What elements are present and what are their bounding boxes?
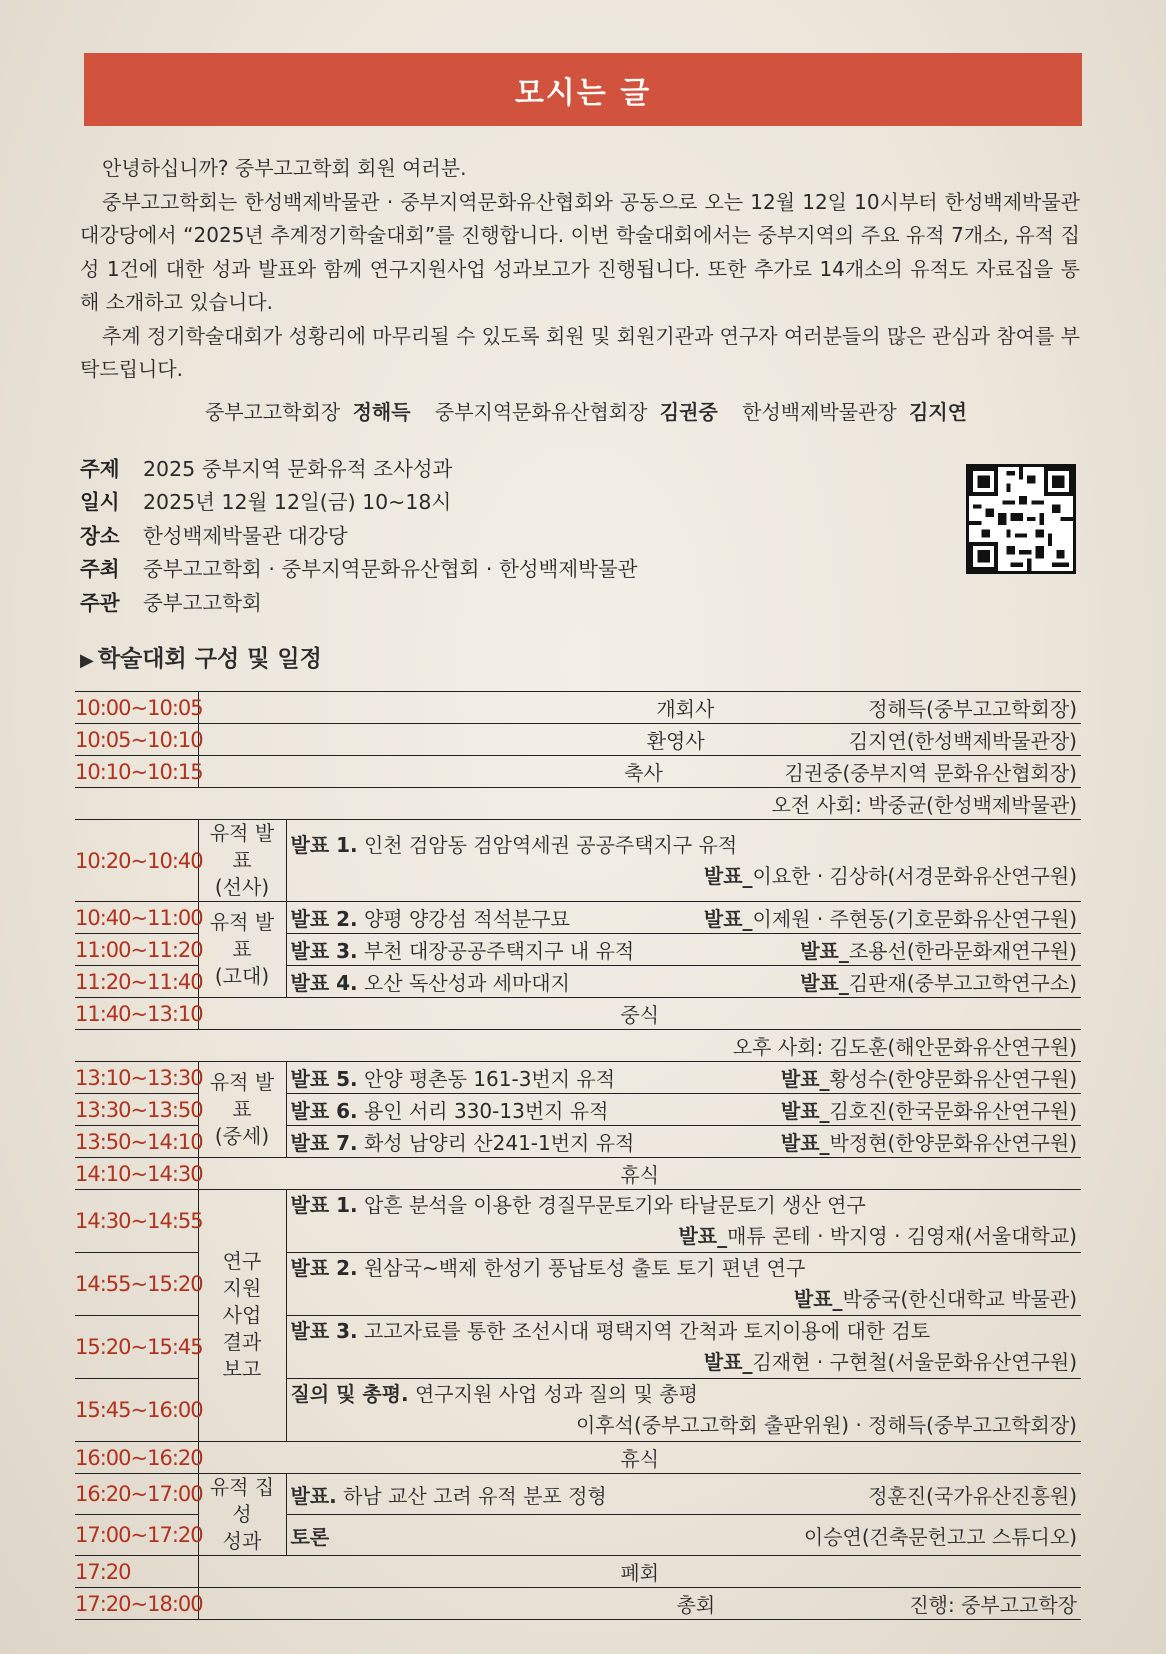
table-row: 17:20 폐회 bbox=[75, 1556, 1081, 1588]
table-row: 15:45~16:00 질의 및 총평. 연구지원 사업 성과 질의 및 총평 이후석(중부고고학회 출판위원) · 정해득(중부고고학회장) bbox=[75, 1379, 1081, 1442]
signer: 중부고고학회장 정해득 bbox=[204, 400, 411, 424]
table-row: 13:10~13:30 유적 발표 (중세) 발표 5. 안양 평촌동 161-3번지 유적 발표_황성수(한양문화유산연구원) bbox=[75, 1062, 1081, 1094]
table-row: 17:00~17:20 토론 이승연(건축문헌고고 스튜디오) bbox=[75, 1515, 1081, 1556]
table-row: 15:20~15:45 발표 3. 고고자료를 통한 조선시대 평택지역 간척과 토지이용에 대한 검토 발표_김재현 · 구현철(서울문화유산연구원) bbox=[75, 1316, 1081, 1379]
info-row: 장소 한성백제박물관 대강당 bbox=[80, 523, 348, 548]
table-row: 17:20~18:00 총회 진행: 중부고고학장 bbox=[75, 1588, 1081, 1620]
table-row: 11:00~11:20 발표 3. 부천 대장공공주택지구 내 유적 발표_조용선(한라문화재연구원) bbox=[75, 934, 1081, 966]
table-row: 14:30~14:55 연구 지원 사업 결과 보고 발표 1. 압흔 분석을 이용한 경질무문토기와 타날문토기 생산 연구 발표_매튜 콘테 · 박지영 · 김영재(서울대학교) bbox=[75, 1190, 1081, 1253]
table-row: 오후 사회: 김도훈(해안문화유산연구원) bbox=[75, 1030, 1081, 1062]
table-row: 13:50~14:10 발표 7. 화성 남양리 산241-1번지 유적 발표_박정현(한양문화유산연구원) bbox=[75, 1126, 1081, 1158]
table-row: 11:20~11:40 발표 4. 오산 독산성과 세마대지 발표_김판재(중부고고학연구소) bbox=[75, 966, 1081, 998]
schedule-heading: ▶ 학술대회 구성 및 일정 bbox=[80, 646, 322, 672]
table-row: 14:10~14:30 휴식 bbox=[75, 1158, 1081, 1190]
banner-title: 모시는 글 bbox=[514, 75, 652, 111]
info-row: 주제 2025 중부지역 문화유적 조사성과 bbox=[80, 456, 453, 481]
letter-greeting: 안녕하십니까? 중부고고학회 회원 여러분. bbox=[102, 156, 467, 180]
signer: 중부지역문화유산협회장 김권중 bbox=[434, 400, 718, 424]
qr-code-icon[interactable] bbox=[966, 464, 1076, 574]
schedule-table bbox=[75, 691, 1081, 1620]
invitation-letter bbox=[80, 152, 1080, 387]
table-row: 10:10~10:15 축사 김권중(중부지역 문화유산협회장) bbox=[75, 756, 1081, 788]
table-row: 11:40~13:10 중식 bbox=[75, 998, 1081, 1030]
info-row: 주관 중부고고학회 bbox=[80, 590, 262, 615]
info-row: 주최 중부고고학회 · 중부지역문화유산협회 · 한성백제박물관 bbox=[80, 557, 638, 582]
table-row: 16:00~16:20 휴식 bbox=[75, 1442, 1081, 1474]
table-row: 10:05~10:10 환영사 김지연(한성백제박물관장) bbox=[75, 724, 1081, 756]
table-row: 10:40~11:00 유적 발표 (고대) 발표 2. 양평 양강섬 적석분구묘 발표_이제원 · 주현동(기호문화유산연구원) bbox=[75, 902, 1081, 934]
signer: 한성백제박물관장 김지연 bbox=[742, 400, 968, 424]
table-row: 10:00~10:05 개회사 정해득(중부고고학회장) bbox=[75, 692, 1081, 724]
triangle-right-icon: ▶ bbox=[80, 650, 94, 671]
table-row: 10:20~10:40 유적 발표 (선사) 발표 1. 인천 검암동 검암역세권 공공주택지구 유적 발표_이요한 · 김상하(서경문화유산연구원) bbox=[75, 820, 1081, 902]
letter-closing: 추계 정기학술대회가 성황리에 마무리될 수 있도록 회원 및 회원기관과 연구자 여러분들의 많은 관심과 참여를 부탁드립니다. bbox=[80, 323, 1080, 381]
info-row: 일시 2025년 12월 12일(금) 10~18시 bbox=[80, 490, 452, 515]
letter-body: 중부고고학회는 한성백제박물관 · 중부지역문화유산협회와 공동으로 오는 12월 12일 10시부터 한성백제박물관 대강당에서 “2025년 추계정기학술대회”를 진행합니다. 이번 학술대회에서는 중부지역의 주요 유적 7개소, 유적 집성 1건에 대한 성과 발표와 함께 연구지원사업 성과보고가 진행됩니다. 또한 추가로 14개소의 유적도 자료집을 통해 소개하고 있습니다. bbox=[80, 189, 1080, 314]
table-row: 14:55~15:20 발표 2. 원삼국~백제 한성기 풍납토성 출토 토기 편년 연구 발표_박중국(한신대학교 박물관) bbox=[75, 1253, 1081, 1316]
signers bbox=[0, 396, 1166, 425]
table-row: 오전 사회: 박중균(한성백제박물관) bbox=[75, 788, 1081, 820]
table-row: 13:30~13:50 발표 6. 용인 서리 330-13번지 유적 발표_김호진(한국문화유산연구원) bbox=[75, 1094, 1081, 1126]
page-banner bbox=[84, 53, 1082, 126]
event-info bbox=[80, 450, 638, 618]
table-row: 16:20~17:00 유적 집성 성과 발표. 하남 교산 고려 유적 분포 정형 정훈진(국가유산진흥원) bbox=[75, 1474, 1081, 1515]
